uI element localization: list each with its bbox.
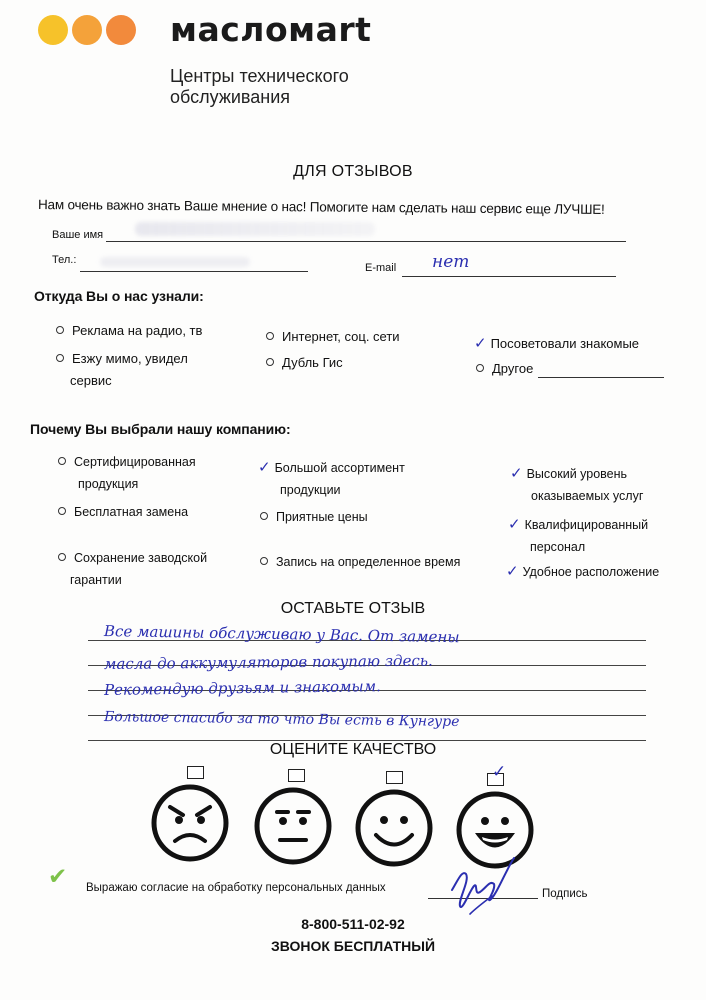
rating-checkbox-3[interactable] xyxy=(386,771,403,784)
name-label: Ваше имя xyxy=(52,229,104,241)
signature-mark xyxy=(440,850,530,920)
smile-face-icon[interactable] xyxy=(354,788,434,868)
radio-bullet-icon xyxy=(58,457,66,465)
review-text-1: Все машины обслуживаю у Вас. От замены xyxy=(103,622,460,647)
radio-bullet-icon xyxy=(58,507,66,515)
source-option-friends[interactable]: ✓ Посоветовали знакомые xyxy=(474,334,640,352)
reason-assortment[interactable]: ✓ Большой ассортимент продукции xyxy=(258,458,405,497)
source-title: Откуда Вы о нас узнали: xyxy=(34,288,204,304)
angry-face-icon[interactable] xyxy=(150,783,230,863)
form-title: ДЛЯ ОТЗЫВОВ xyxy=(293,163,413,180)
reason-warranty[interactable]: Сохранение заводской гарантии xyxy=(58,547,207,591)
footer-phone[interactable]: 8-800-511-02-92 xyxy=(301,916,405,932)
phone-label: Тел.: xyxy=(52,254,77,266)
reason-qualified-staff[interactable]: ✓ Квалифицированный персонал xyxy=(508,515,649,554)
review-title: ОСТАВЬТЕ ОТЗЫВ xyxy=(280,600,426,617)
brand-logo: масломаrt xyxy=(170,10,372,49)
reason-certified[interactable]: Сертифицированная продукция xyxy=(58,451,196,495)
footer-free-call: ЗВОНОК БЕСПЛАТНЫЙ xyxy=(270,938,436,954)
source-option-2gis[interactable]: Дубль Гис xyxy=(266,352,343,374)
reason-location[interactable]: ✓ Удобное расположение xyxy=(506,562,660,580)
source-option-internet[interactable]: Интернет, соц. сети xyxy=(266,326,400,348)
consent-text: Выражаю согласие на обработку персональных данных xyxy=(86,882,386,894)
rating-check-mark-icon: ✓ xyxy=(492,762,507,782)
email-field[interactable] xyxy=(402,276,616,277)
radio-bullet-icon xyxy=(260,512,268,520)
consent-check-icon[interactable]: ✔ xyxy=(48,864,68,890)
intro-text: Нам очень важно знать Ваше мнение о нас! Помогите нам сделать наш сервис еще ЛУЧШЕ! xyxy=(37,197,605,217)
rating-checkbox-2[interactable] xyxy=(288,769,305,782)
check-mark-icon: ✓ xyxy=(510,464,523,482)
reason-free-replacement[interactable]: Бесплатная замена xyxy=(58,501,188,523)
check-mark-icon: ✓ xyxy=(474,334,487,352)
name-redacted xyxy=(135,222,375,236)
radio-bullet-icon xyxy=(266,358,274,366)
radio-bullet-icon xyxy=(266,332,274,340)
review-text-3: Рекомендую друзьям и знакомым. xyxy=(103,677,382,699)
email-label: E-mail xyxy=(365,262,397,274)
rating-checkbox-1[interactable] xyxy=(187,766,204,779)
reason-booking[interactable]: Запись на определенное время xyxy=(260,551,460,573)
email-value: нет xyxy=(432,252,470,272)
neutral-face-icon[interactable] xyxy=(253,786,333,866)
source-option-other[interactable]: Другое xyxy=(476,358,533,380)
check-mark-icon: ✓ xyxy=(506,562,519,580)
radio-bullet-icon xyxy=(56,326,64,334)
check-mark-icon: ✓ xyxy=(508,515,521,533)
phone-redacted xyxy=(100,257,250,267)
logo-dot-3 xyxy=(106,15,136,45)
reasons-title: Почему Вы выбрали нашу компанию: xyxy=(30,421,291,437)
radio-bullet-icon xyxy=(58,553,66,561)
radio-bullet-icon xyxy=(260,557,268,565)
review-text-2: масла до аккумуляторов покупаю здесь. xyxy=(103,651,433,673)
source-other-field[interactable] xyxy=(538,377,664,378)
source-option-drive-by[interactable]: Езжу мимо, увидел сервис xyxy=(56,348,188,392)
check-mark-icon: ✓ xyxy=(258,458,271,476)
rating-title: ОЦЕНИТЕ КАЧЕСТВО xyxy=(269,741,437,758)
source-option-radio-tv[interactable]: Реклама на радио, тв xyxy=(56,320,202,342)
reason-prices[interactable]: Приятные цены xyxy=(260,506,368,528)
radio-bullet-icon xyxy=(476,364,484,372)
reason-service-level[interactable]: ✓ Высокий уровень оказываемых услуг xyxy=(510,464,644,503)
phone-field[interactable] xyxy=(80,271,308,272)
logo-dot-1 xyxy=(38,15,68,45)
name-field[interactable] xyxy=(106,241,626,242)
logo-dot-2 xyxy=(72,15,102,45)
signature-label: Подпись xyxy=(542,888,588,900)
radio-bullet-icon xyxy=(56,354,64,362)
review-text-4: Большое спасибо за то что Вы есть в Кунгуре xyxy=(103,709,460,730)
brand-subtitle: Центры технического обслуживания xyxy=(170,66,349,107)
